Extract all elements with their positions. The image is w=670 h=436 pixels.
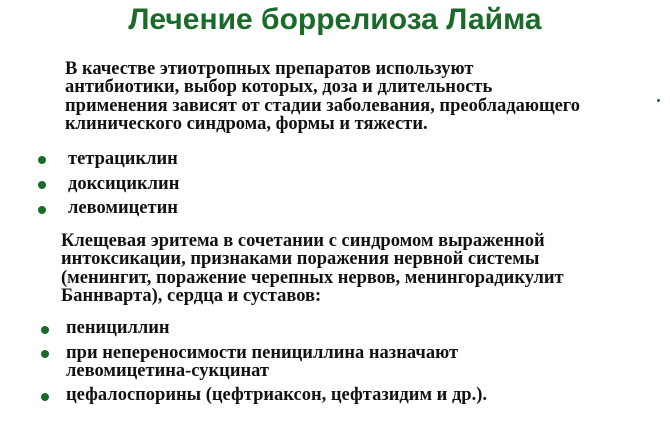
list-item: пенициллин [66,318,170,338]
bullet-icon [41,393,49,401]
erythema-paragraph: Клещевая эритема в сочетании с синдромом выраженной интоксикации, признаками поражения нервной системы (менингит, поражение черепных нервов, менингорадикулит Баннварта), сердца и суставов: [61,231,564,307]
bullet-icon [41,350,49,358]
decorative-dot [657,99,660,102]
bullet-icon [38,156,46,164]
list-item: доксициклин [68,174,180,194]
bullet-icon [38,181,46,189]
list-item: левомицетин [68,198,178,218]
bullet-icon [38,206,46,214]
list-item: цефалоспорины (цефтриаксон, цефтазидим и др.). [66,385,488,405]
bullet-icon [41,326,49,334]
slide-title: Лечение боррелиоза Лайма [128,3,542,36]
list-item: при непереносимости пенициллина назначают левомицетина-сукцинат [66,343,459,382]
list-item: тетрациклин [68,149,178,169]
intro-paragraph: В качестве этиотропных препаратов используют антибиотики, выбор которых, доза и длительность применения зависят от стадии заболевания, преобладающего клинического синдрома, формы и тяжести. [65,59,581,135]
